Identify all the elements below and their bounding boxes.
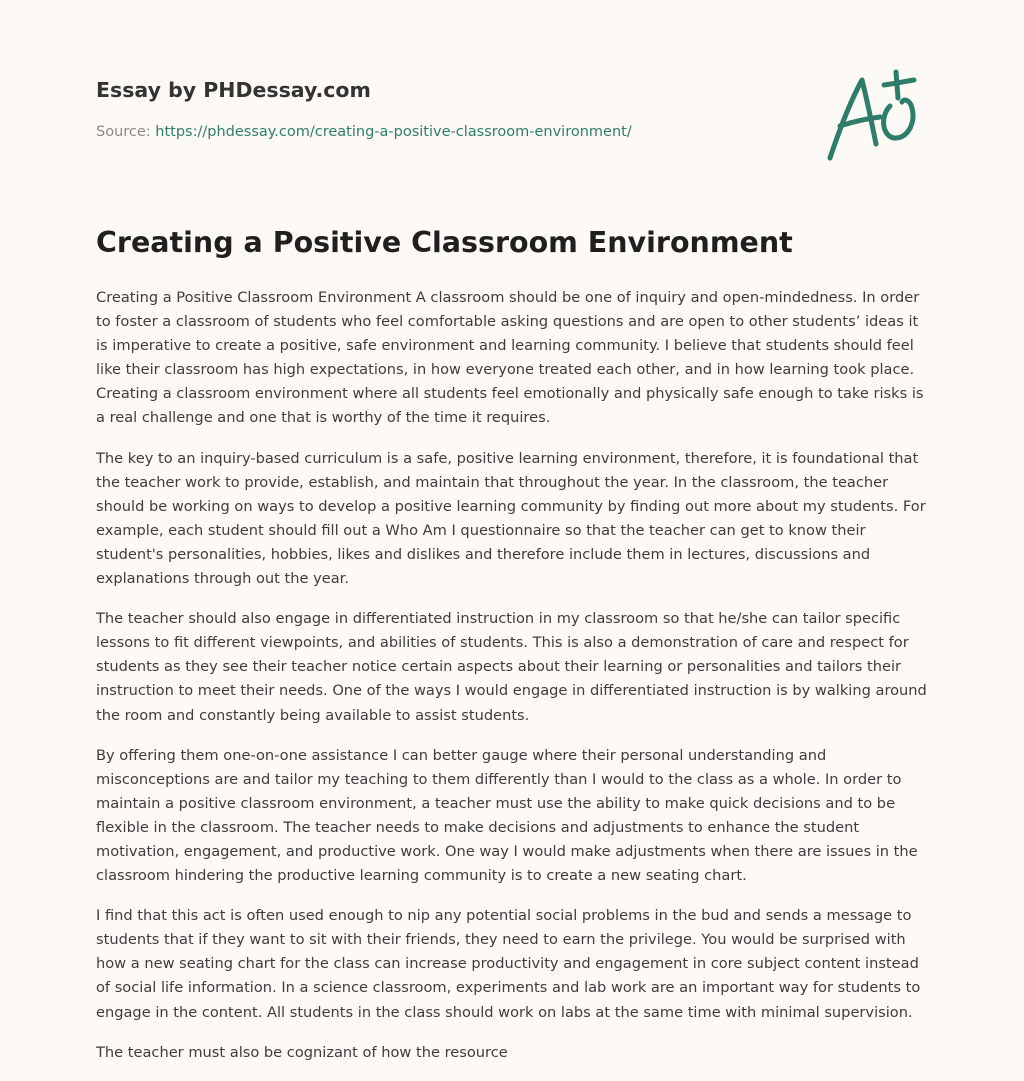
paragraph: The teacher must also be cognizant of how the resource <box>96 1043 508 1061</box>
article-body <box>96 286 934 1081</box>
paragraph: The key to an inquiry-based curriculum is a safe, positive learning environment, therefore, it is foundational that the teacher work to provide, establish, and maintain that throughout the year. In the classroom, the teacher should be working on ways to develop a positive learning community by finding out more about my students. For example, each student should fill out a Who Am I questionnaire so that the teacher can get to know their student's personalities, hobbies, likes and dislikes and therefore include them in lectures, discussions and explanations through out the year. <box>96 449 926 588</box>
paragraph: The teacher should also engage in differentiated instruction in my classroom so that he/she can tailor specific lessons to fit different viewpoints, and abilities of students. This is also a demonstration of care and respect for students as they see their teacher notice certain aspects about their learning or personalities and tailors their instruction to meet their needs. One of the ways I would engage in differentiated instruction is by walking around the room and constantly being available to assist students. <box>96 610 927 724</box>
paragraph: By offering them one-on-one assistance I can better gauge where their personal understanding and misconceptions are and tailor my teaching to them differently than I would to the class as a whole. In order to maintain a positive classroom environment, a teacher must use the ability to make quick decisions and to be flexible in the classroom. The teacher needs to make decisions and adjustments to enhance the student motivation, engagement, and productive work. One way I would make adjustments when there are issues in the classroom hindering the productive learning community is to create a new seating chart. <box>96 746 918 885</box>
paragraph: Creating a Positive Classroom Environment A classroom should be one of inquiry and open-mindedness. In order to foster a classroom of students who feel comfortable asking questions and are open to other students’ ideas it is imperative to create a positive, safe environment and learning community. I believe that students should feel like their classroom has high expectations, in how everyone treated each other, and in how learning took place. Creating a classroom environment where all students feel emotionally and physically safe enough to take risks is a real challenge and one that is worthy of the time it requires. <box>96 289 924 427</box>
paragraph: I find that this act is often used enough to nip any potential social problems in the bud and sends a message to students that if they want to sit with their friends, they need to earn the privilege. You would be surprised with how a new seating chart for the class can increase productivity and engagement in core subject content instead of social life information. In a science classroom, experiments and lab work are an important way for students to engage in the content. All students in the class should work on labs at the same time with minimal supervision. <box>96 907 921 1021</box>
page-title: Creating a Positive Classroom Environment <box>96 226 793 259</box>
source-label: Source: <box>96 124 156 140</box>
source-line <box>96 124 632 140</box>
site-brand: Essay by PHDessay.com <box>96 78 371 102</box>
a-plus-logo-icon <box>826 66 926 166</box>
source-link[interactable]: https://phdessay.com/creating-a-positive-classroom-environment/ <box>155 124 632 140</box>
